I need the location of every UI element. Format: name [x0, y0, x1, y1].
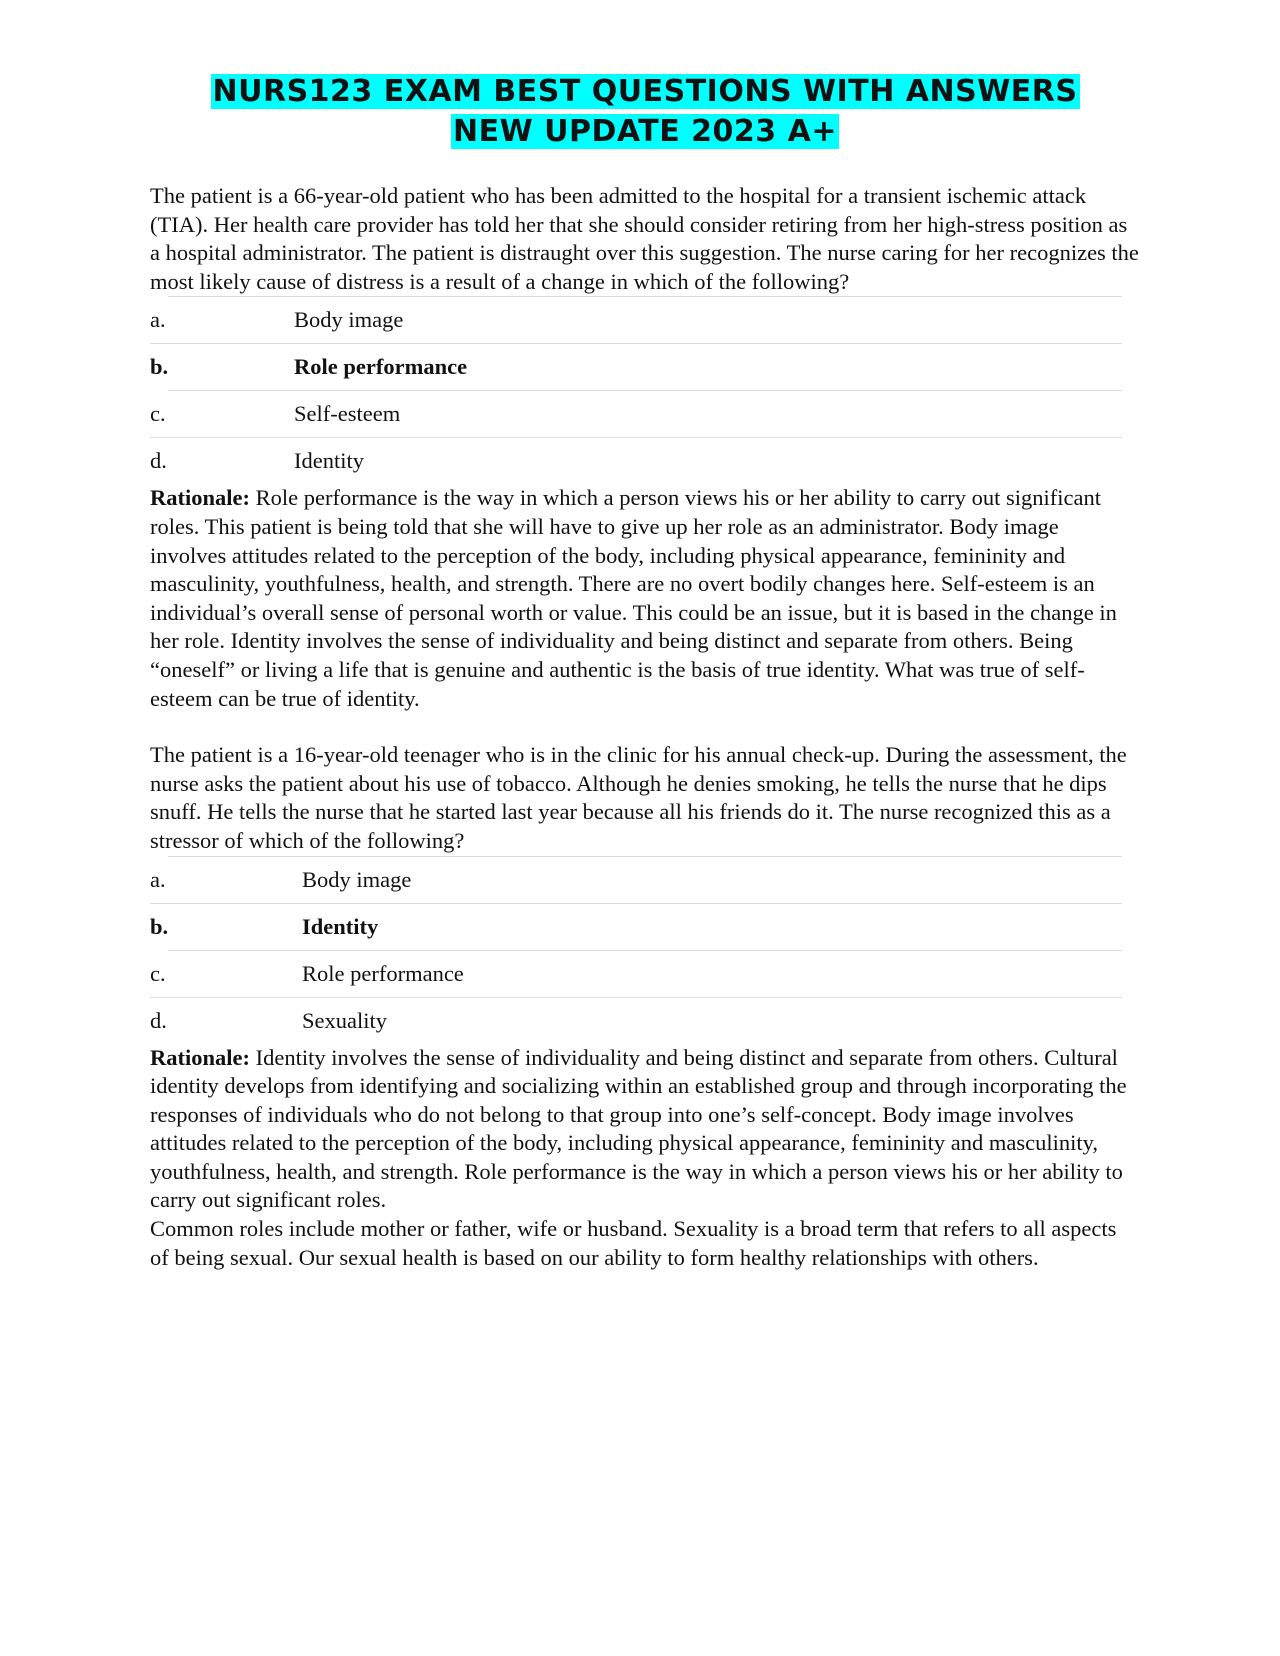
rationale-continued: Common roles include mother or father, wife or husband. Sexuality is a broad term that refers to all aspects of being sexual. Our sexual health is based on our ability to form healthy relationships with others. — [150, 1216, 1117, 1270]
option-text: Body image — [302, 866, 412, 892]
option-letter: c. — [150, 960, 166, 986]
option-letter: b. — [150, 354, 169, 380]
option-b-correct — [150, 903, 1122, 950]
option-c — [150, 950, 1122, 997]
option-d — [150, 997, 1122, 1044]
option-text: Role performance — [302, 960, 464, 986]
option-a — [150, 856, 1122, 903]
rationale — [150, 1044, 1140, 1216]
question-2 — [150, 741, 1140, 1272]
option-text: Self-esteem — [294, 401, 401, 427]
option-text: Identity — [294, 448, 364, 474]
option-letter: a. — [150, 866, 166, 892]
question-stem: The patient is a 16-year-old teenager who is in the clinic for his annual check-up. During the assessment, the nurse asks the patient about his use of tobacco. Although he denies smoking, he tells the nurse that he dips snuff. He tells the nurse that he started last year because all his friends do it. The nurse recognized this as a stressor of which of the following? — [150, 742, 1127, 853]
option-text: Body image — [294, 307, 404, 333]
rationale-text: Identity involves the sense of individuality and being distinct and separate from others. Cultural identity develops from identifying and socializing within an established group and through incorporating the responses of individuals who do not belong to that group into one’s self-concept. Body image involves attitudes related to the perception of the body, including physical appearance, femininity and masculinity, youthfulness, health, and strength. Role performance is the way in which a person views his or her ability to carry out significant roles. — [150, 1044, 1127, 1213]
option-c — [150, 390, 1122, 437]
option-letter: b. — [150, 913, 169, 939]
option-letter: c. — [150, 401, 166, 427]
option-d — [150, 437, 1122, 484]
answer-options — [150, 856, 1140, 1044]
option-b-correct — [150, 343, 1122, 390]
question-stem: The patient is a 66-year-old patient who has been admitted to the hospital for a transient ischemic attack (TIA). Her health care provider has told her that she should consider retiring from her high-stress position as a hospital administrator. The patient is distraught over this suggestion. The nurse caring for her recognizes the most likely cause of distress is a result of a change in which of the following? — [150, 183, 1139, 294]
document-page — [150, 72, 1140, 1272]
option-letter: d. — [150, 1007, 167, 1033]
rationale-label: Rationale: — [150, 1044, 250, 1070]
option-letter: d. — [150, 448, 167, 474]
title-line-1: NURS123 EXAM BEST QUESTIONS WITH ANSWERS — [212, 74, 1078, 109]
title-line-2: NEW UPDATE 2023 A+ — [453, 114, 837, 149]
rationale-label: Rationale: — [150, 485, 250, 511]
spacer — [150, 713, 1140, 741]
rationale-text: Role performance is the way in which a person views his or her ability to carry out significant roles. This patient is being told that she will have to give up her role as an administrator. Body image involves attitudes related to the perception of the body, including physical appearance, femininity and masculinity, youthfulness, health, and strength. There are no overt bodily changes here. Self-esteem is an individual’s overall sense of personal worth or value. This could be an issue, but it is based in the change in her role. Identity involves the sense of individuality and being distinct and separate from others. Being “oneself” or living a life that is genuine and authentic is the basis of true identity. What was true of self-esteem can be true of identity. — [150, 485, 1117, 711]
option-letter: a. — [150, 307, 166, 333]
question-1 — [150, 182, 1140, 713]
document-title — [150, 72, 1140, 152]
option-a — [150, 296, 1122, 343]
rationale — [150, 484, 1140, 713]
option-text: Sexuality — [302, 1007, 387, 1033]
option-text: Identity — [302, 913, 379, 939]
answer-options — [150, 296, 1140, 484]
option-text: Role performance — [294, 354, 468, 380]
